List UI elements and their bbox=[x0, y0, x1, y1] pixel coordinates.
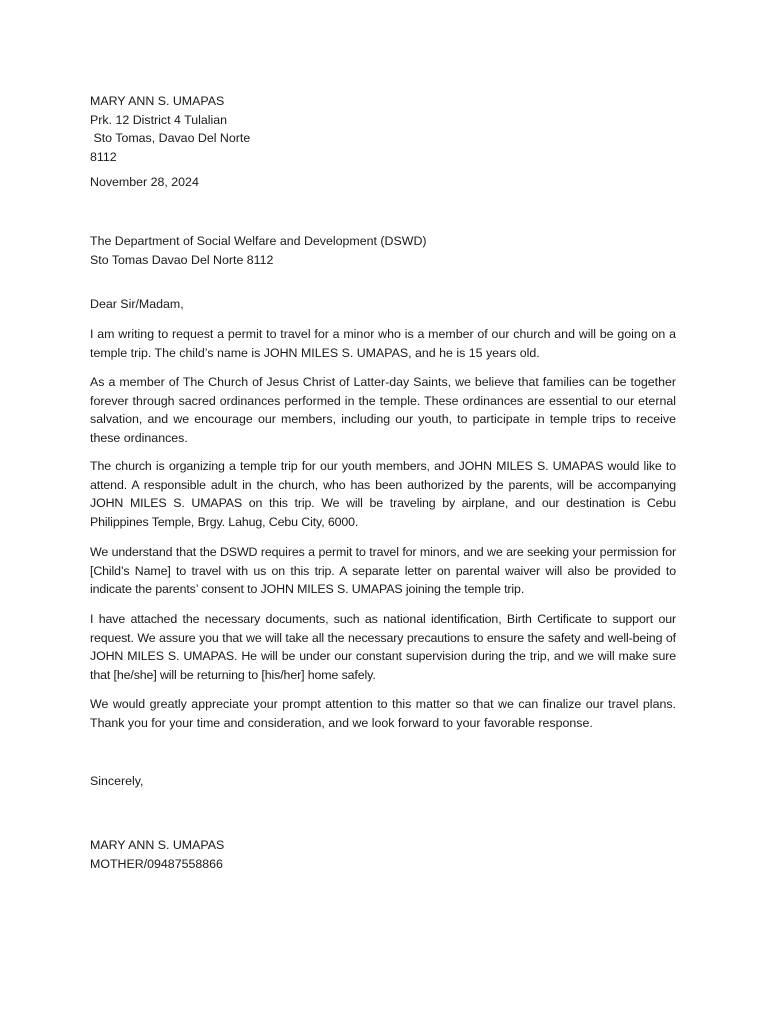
body-paragraph-5: I have attached the necessary documents, such as national identification, Birth Certificate to support our request. We assure you that we will take all the necessary precautions to ensure the safety and well-being of JOHN MILES S. UMAPAS. He will be under our constant supervision during the trip, and we will make sure that [he/she] will be returning to [his/her] home safely. bbox=[90, 612, 676, 682]
closing: Sincerely, bbox=[90, 774, 144, 788]
recipient-line2: Sto Tomas Davao Del Norte 8112 bbox=[90, 252, 274, 267]
signature-name: MARY ANN S. UMAPAS bbox=[90, 838, 225, 852]
sender-postal-code: 8112 bbox=[90, 149, 117, 164]
letter-date: November 28, 2024 bbox=[90, 175, 199, 189]
salutation: Dear Sir/Madam, bbox=[90, 297, 184, 311]
sender-address-line1: Prk. 12 District 4 Tulalian bbox=[90, 112, 228, 127]
body-paragraph-4: We understand that the DSWD requires a permit to travel for minors, and we are seeking your permission for [Child’s Name] to travel with us on this trip. A separate letter on parental waiver will also be provided to indicate the parents’ consent to JOHN MILES S. UMAPAS joining the temple trip. bbox=[90, 545, 676, 596]
body-paragraph-6: We would greatly appreciate your prompt attention to this matter so that we can finalize our travel plans. Thank you for your time and consideration, and we look forward to your favorable response. bbox=[90, 697, 676, 730]
signature-block bbox=[90, 836, 676, 873]
sender-block bbox=[90, 92, 676, 166]
body-paragraph-1: I am writing to request a permit to travel for a minor who is a member of our church and will be going on a temple trip. The child’s name is JOHN MILES S. UMAPAS, and he is 15 years old. bbox=[90, 327, 676, 360]
recipient-line1: The Department of Social Welfare and Development (DSWD) bbox=[90, 234, 427, 248]
sender-address-line2: Sto Tomas, Davao Del Norte bbox=[90, 131, 251, 145]
body-paragraph-3: The church is organizing a temple trip for our youth members, and JOHN MILES S. UMAPAS would like to attend. A responsible adult in the church, who has been authorized by the parents, will be accompanying JOHN MILES S. UMAPAS on this trip. We will be traveling by airplane, and our destination is Cebu Philippines Temple, Brgy. Lahug, Cebu City, 6000. bbox=[90, 459, 676, 529]
recipient-block bbox=[90, 232, 676, 269]
signature-title-phone: MOTHER/09487558866 bbox=[90, 856, 223, 871]
sender-name: MARY ANN S. UMAPAS bbox=[90, 94, 225, 108]
body-paragraph-2: As a member of The Church of Jesus Christ of Latter-day Saints, we believe that families can be together forever through sacred ordinances performed in the temple. These ordinances are essential to our eternal salvation, and we encourage our members, including our youth, to participate in temple trips to receive these ordinances. bbox=[90, 375, 676, 445]
